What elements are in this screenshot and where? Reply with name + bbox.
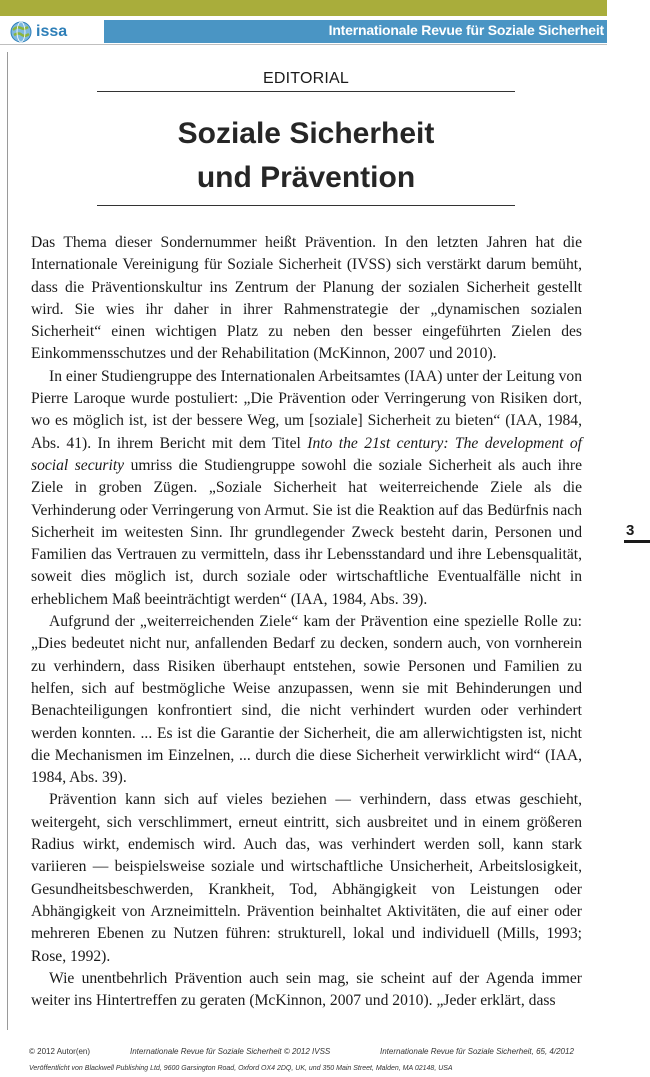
paragraph-2-part-a: In einer Studiengruppe des Internationalen Arbeitsamtes (IAA) unter der Leitung von Pierre Laroque wurde postuliert: „Die Prävention oder Verringerung von Risiken dort, wo es möglich ist, ist der bessere Weg, um [soziale] Sicherheit zu bieten“ (IAA, 1984, Abs. 41). In ihrem Bericht mit dem Titel [31, 367, 582, 452]
paragraph-3: Aufgrund der „weiterreichenden Ziele“ kam der Prävention eine spezielle Rolle zu: „Dies bedeutet nicht nur, anfallenden Bedarf zu decken, sondern auch, von vornherein zu verhindern, dass Risiken überhaupt entstehen, sowie Personen und Familien zu helfen, sich auf bestmögliche Weise anzupassen, wenn sie mit Behinderungen und Benachteiligungen konfrontiert sind, die nicht verhindert wurden oder verhindert werden konnten. ... Es ist die Garantie der Sicherheit, die am allerwichtigsten ist, nicht die Mechanismen im Einzelnen, ... durch die diese Sicherheit verwirklicht wird“ (IAA, 1984, Abs. 39). [31, 613, 582, 787]
article-body [31, 232, 582, 1012]
footer-copyright: © 2012 Autor(en) [29, 1047, 91, 1056]
paragraph-4: Prävention kann sich auf vieles beziehen — verhindern, dass etwas geschieht, weitergeht, sich verschlimmert, erneut eintritt, sich ausbreitet und in einem größeren Radius wirkt, endemisch wird. Auch das, was verhindert werden soll, kann stark variieren — beispielsweise soziale und wirtschaftliche Unsicherheit, Arbeitslosigkeit, Gesundheitsbeschwerden, Krankheit, Tod, Abhängigkeit von Leistungen oder Abhängigkeit von Arzneimitteln. Prävention beinhaltet Aktivitäten, die auf einer oder mehreren Ebenen zu Nutzen führen: strukturell, lokal und individuell (Mills, 1993; Rose, 1992). [31, 791, 582, 965]
article-title [97, 112, 515, 200]
title-line-2: und Prävention [196, 161, 416, 194]
logo-text: issa [36, 23, 68, 40]
page-number-tick [624, 540, 650, 543]
paragraph-5: Wie unentbehrlich Prävention auch sein mag, sie scheint auf der Agenda immer weiter ins Hintertreffen zu geraten (McKinnon, 2007 und 2010). „Jeder erklärt, dass [31, 969, 582, 1010]
header-divider [0, 44, 607, 45]
page-number: 3 [626, 522, 635, 539]
section-rule [97, 91, 515, 92]
footer-citation: Internationale Revue für Soziale Sicherheit, 65, 4/2012 [380, 1047, 574, 1056]
paragraph-2 [31, 366, 582, 611]
left-margin-rule [7, 52, 8, 1030]
globe-icon [10, 21, 32, 43]
issa-logo[interactable] [10, 20, 67, 44]
paragraph-1: Das Thema dieser Sondernummer heißt Prävention. In den letzten Jahren hat die Internationale Vereinigung für Soziale Sicherheit (IVSS) sich verstärkt darum bemüht, dass die Präventionskultur ins Zentrum der Planung der sozialen Sicherheit gestellt wird. Sie wies ihr daher in ihrer Rahmenstrategie der „dynamischen sozialen Sicherheit“ einen wichtigen Platz zu neben den besser eingeführten Zielen des Einkommensschutzes und der Rehabilitation (McKinnon, 2007 und 2010). [31, 234, 582, 363]
paragraph-2-part-b: umriss die Studiengruppe sowohl die soziale Sicherheit als auch ihre Ziele in groben Zügen. „Soziale Sicherheit hat weiterreichende Ziele als die Verhinderung oder Verringerung von Armut. Sie ist die Reaktion auf das Bedürfnis nach Sicherheit im weitesten Sinn. Ihr grundlegender Zweck besteht darin, Personen und Familien das Vertrauen zu vermitteln, dass ihr Lebensstandard und ihre Lebensqualität, soweit dies möglich ist, durch soziale oder wirtschaftliche Eventualfälle nicht in erheblichem Maß beeinträchtigt werden“ (IAA, 1984, Abs. 39). [31, 456, 582, 608]
section-label: EDITORIAL [263, 70, 349, 87]
title-rule [97, 205, 515, 206]
book-title: Into the 21st century: The development of social security [31, 434, 582, 474]
footer-journal-copyright: Internationale Revue für Soziale Sicherheit © 2012 IVSS [130, 1047, 331, 1056]
footer-publisher: Veröffentlicht von Blackwell Publishing Ltd, 9600 Garsington Road, Oxford OX4 2DQ, UK, und 350 Main Street, Malden, MA 02148, USA [29, 1065, 453, 1072]
journal-title: Internationale Revue für Soziale Sicherheit [328, 22, 604, 38]
header-accent-bar [0, 0, 607, 16]
title-line-1: Soziale Sicherheit [177, 117, 435, 150]
